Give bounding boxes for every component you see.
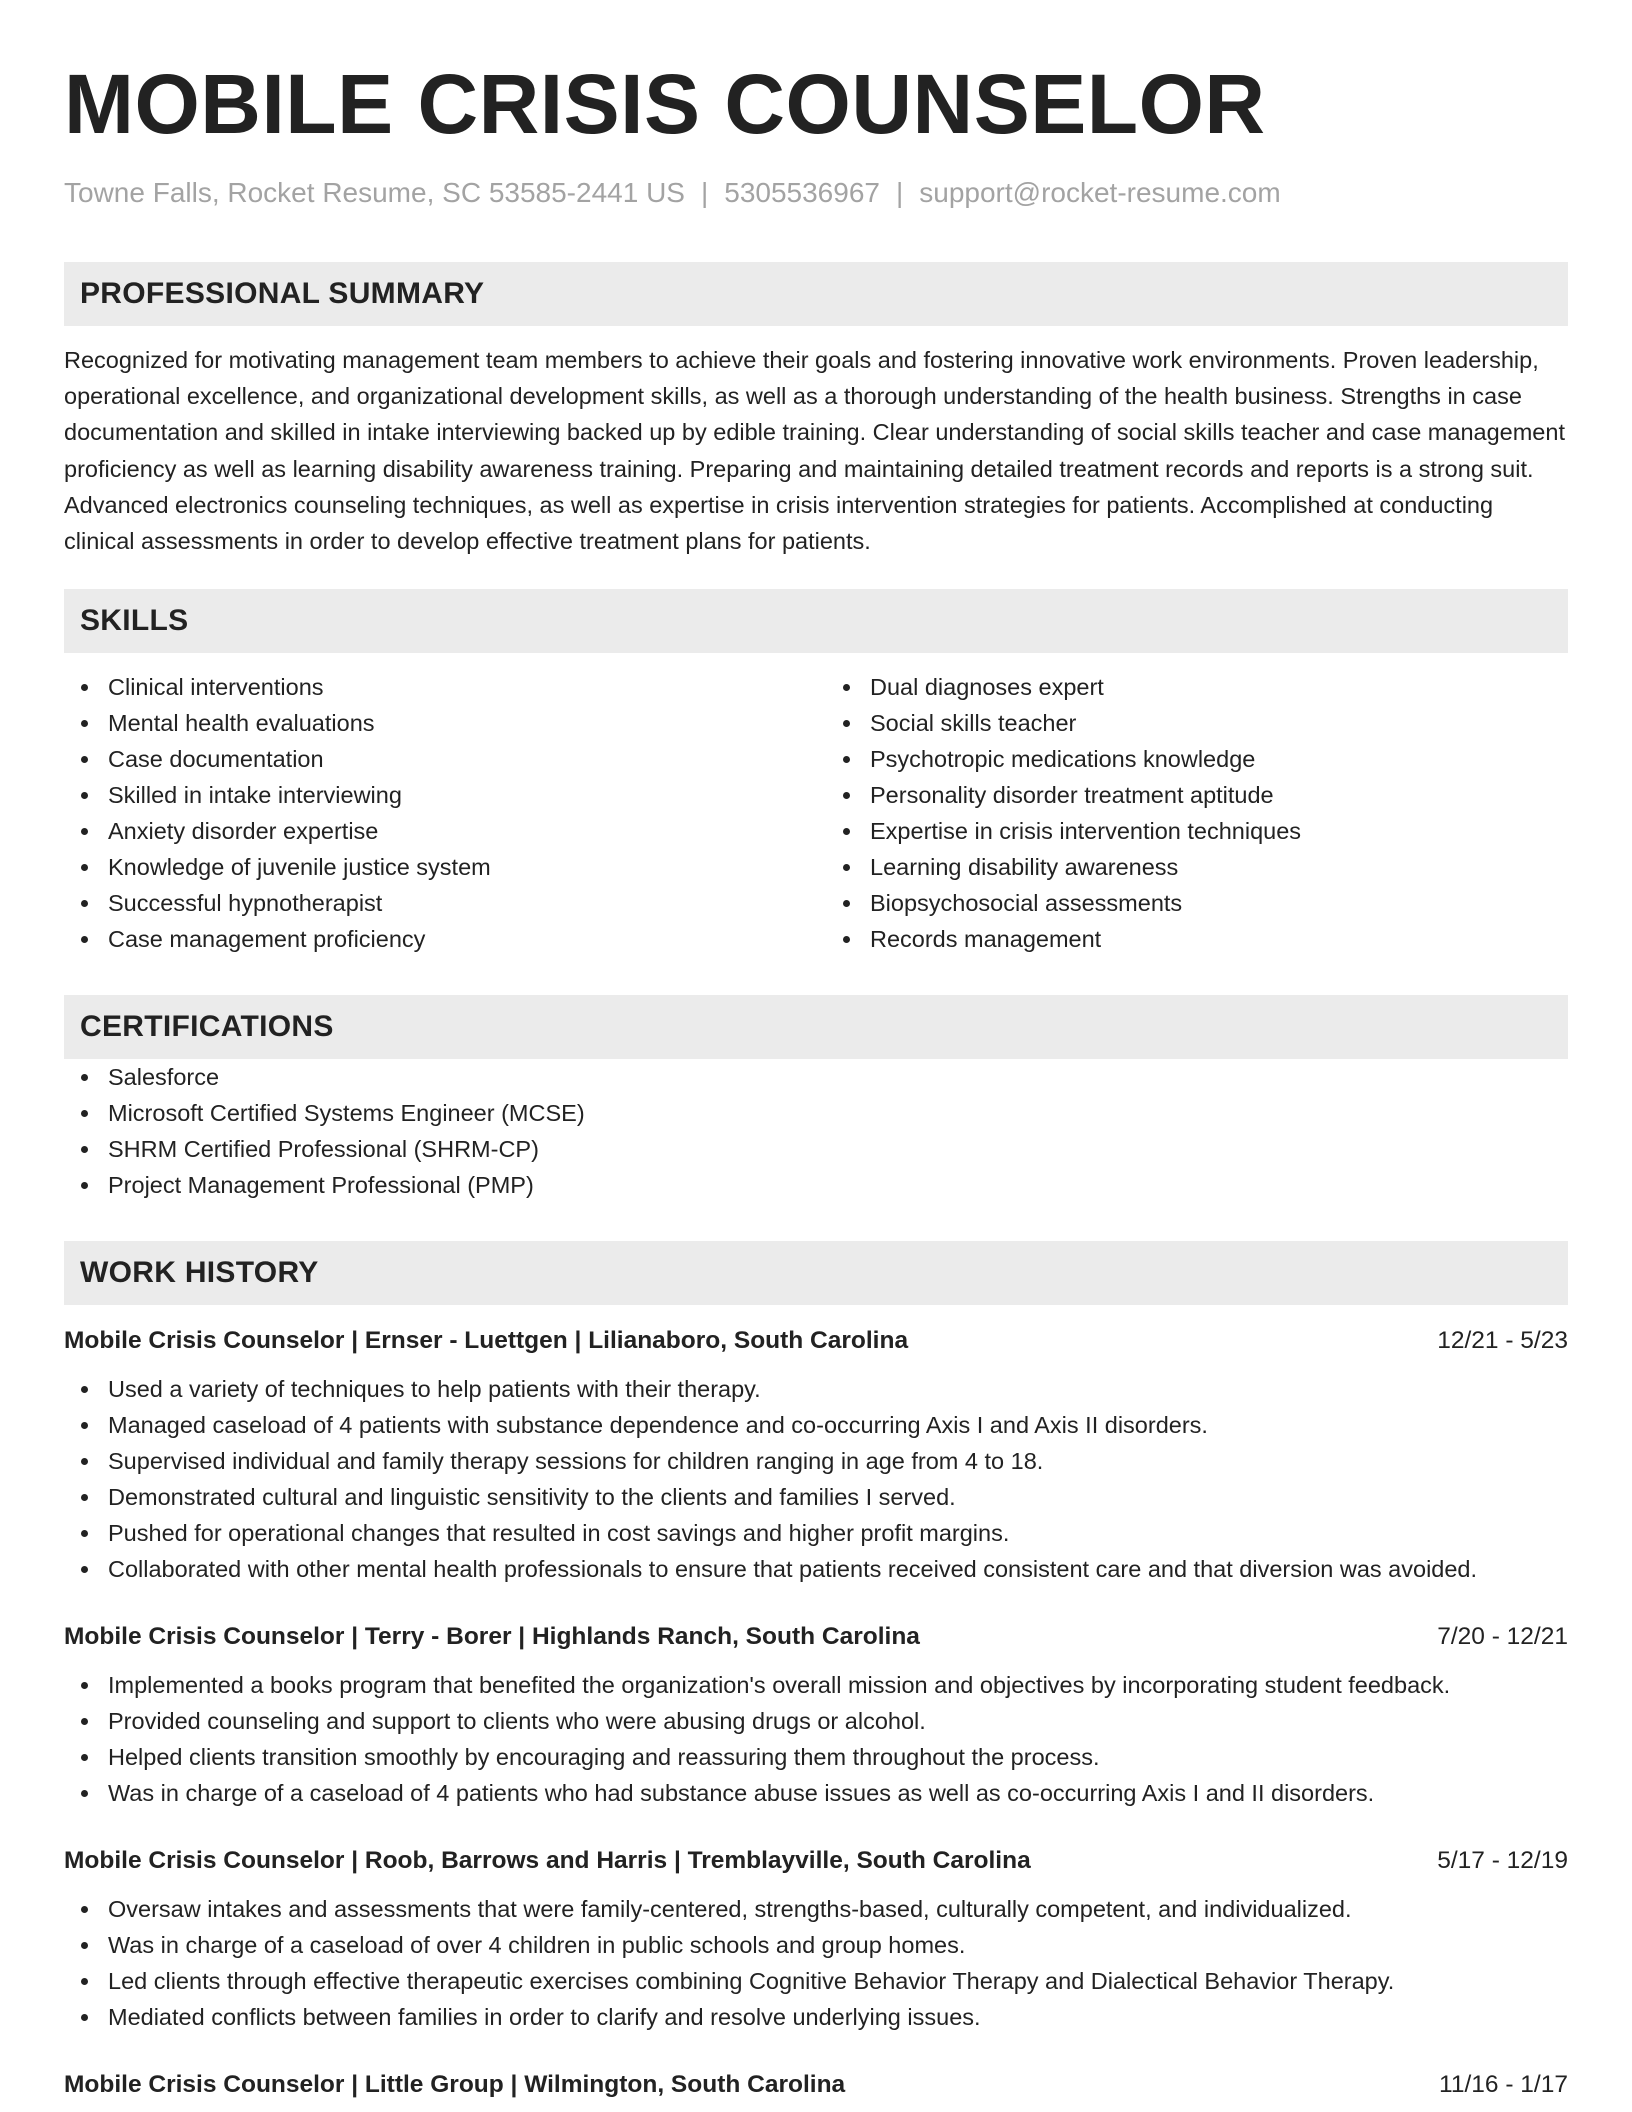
skill-item: Learning disability awareness [826, 849, 1568, 885]
skill-item: Psychotropic medications knowledge [826, 741, 1568, 777]
contact-phone: 5305536967 [724, 177, 880, 208]
job-dates: 7/20 - 12/21 [1437, 1623, 1568, 1651]
job-bullet: Collaborated with other mental health professionals to ensure that patients received consistent care and that diversion was avoided. [64, 1551, 1568, 1587]
contact-separator: | [700, 177, 709, 208]
job-bullet: Was in charge of a caseload of over 4 children in public schools and group homes. [64, 1927, 1568, 1963]
skills-list-right [826, 669, 1568, 957]
job-title: Mobile Crisis Counselor | Terry - Borer | Highlands Ranch, South Carolina [64, 1623, 920, 1651]
job-header [64, 1621, 1568, 1653]
certification-item: Microsoft Certified Systems Engineer (MCSE) [64, 1095, 1568, 1131]
job-bullet: Led clients through effective therapeutic exercises combining Cognitive Behavior Therapy and Dialectical Behavior Therapy. [64, 1963, 1568, 1999]
job-bullet: Provided counseling and support to clients who were abusing drugs or alcohol. [64, 1703, 1568, 1739]
job-bullet: Helped clients transition smoothly by encouraging and reassuring them throughout the process. [64, 1739, 1568, 1775]
contact-email: support@rocket-resume.com [919, 177, 1281, 208]
skill-item: Mental health evaluations [64, 705, 806, 741]
certifications-list [64, 1059, 1568, 1203]
section-heading-certifications: CERTIFICATIONS [64, 995, 1568, 1059]
skill-item: Expertise in crisis intervention techniques [826, 813, 1568, 849]
contact-line [64, 176, 1568, 210]
job-bullet: Managed caseload of 4 patients with substance dependence and co-occurring Axis I and Axis II disorders. [64, 1407, 1568, 1443]
job-header [64, 1325, 1568, 1357]
job-bullets [64, 1891, 1568, 2035]
job-bullet: Was in charge of a caseload of 4 patients who had substance abuse issues as well as co-occurring Axis I and II disorders. [64, 1775, 1568, 1811]
job-bullets [64, 1667, 1568, 1811]
section-heading-work-history: WORK HISTORY [64, 1241, 1568, 1305]
summary-text: Recognized for motivating management team members to achieve their goals and fostering innovative work environments. Proven leadership, operational excellence, and organizational development skills, as well as a thorough understanding of the health business. Strengths in case documentation and skilled in intake interviewing backed up by edible training. Clear understanding of social skills teacher and case management proficiency as well as learning disability awareness training. Preparing and maintaining detailed treatment records and reports is a strong suit. Advanced electronics counseling techniques, as well as expertise in crisis intervention strategies for patients. Accomplished at conducting clinical assessments in order to develop effective treatment plans for patients. [64, 347, 1565, 555]
skill-item: Biopsychosocial assessments [826, 885, 1568, 921]
skills-list-left [64, 669, 806, 957]
job-title: Mobile Crisis Counselor | Roob, Barrows and Harris | Tremblayville, South Carolina [64, 1847, 1031, 1875]
skill-item: Clinical interventions [64, 669, 806, 705]
job-bullet: Implemented a books program that benefited the organization's overall mission and objectives by incorporating student feedback. [64, 1667, 1568, 1703]
job-header [64, 2069, 1568, 2101]
skill-item: Case documentation [64, 741, 806, 777]
job-header [64, 1845, 1568, 1877]
job-dates: 11/16 - 1/17 [1439, 2071, 1568, 2099]
job-title: Mobile Crisis Counselor | Little Group | Wilmington, South Carolina [64, 2071, 846, 2099]
job-bullet: Oversaw intakes and assessments that were family-centered, strengths-based, culturally competent, and individualized. [64, 1891, 1568, 1927]
certification-item: SHRM Certified Professional (SHRM-CP) [64, 1131, 1568, 1167]
contact-address: Towne Falls, Rocket Resume, SC 53585-2441 US [64, 177, 685, 208]
skill-item: Case management proficiency [64, 921, 806, 957]
skill-item: Anxiety disorder expertise [64, 813, 806, 849]
job-bullet: Used a variety of techniques to help patients with their therapy. [64, 1371, 1568, 1407]
skill-item: Personality disorder treatment aptitude [826, 777, 1568, 813]
job-entry [64, 1325, 1568, 1587]
skill-item: Successful hypnotherapist [64, 885, 806, 921]
skill-item: Records management [826, 921, 1568, 957]
job-entry [64, 1845, 1568, 2035]
skill-item: Dual diagnoses expert [826, 669, 1568, 705]
certification-item: Salesforce [64, 1059, 1568, 1095]
certification-item: Project Management Professional (PMP) [64, 1167, 1568, 1203]
job-entry [64, 2069, 1568, 2101]
resume-page [64, 58, 1568, 2101]
section-heading-skills: SKILLS [64, 589, 1568, 653]
section-heading-summary: PROFESSIONAL SUMMARY [64, 262, 1568, 326]
job-bullet: Mediated conflicts between families in order to clarify and resolve underlying issues. [64, 1999, 1568, 2035]
contact-separator: | [895, 177, 904, 208]
job-bullet: Demonstrated cultural and linguistic sensitivity to the clients and families I served. [64, 1479, 1568, 1515]
job-dates: 5/17 - 12/19 [1437, 1847, 1568, 1875]
job-dates: 12/21 - 5/23 [1437, 1327, 1568, 1355]
job-bullet: Pushed for operational changes that resulted in cost savings and higher profit margins. [64, 1515, 1568, 1551]
job-title: Mobile Crisis Counselor | Ernser - Luettgen | Lilianaboro, South Carolina [64, 1327, 909, 1355]
skill-item: Knowledge of juvenile justice system [64, 849, 806, 885]
skill-item: Skilled in intake interviewing [64, 777, 806, 813]
job-entry [64, 1621, 1568, 1811]
job-bullets [64, 1371, 1568, 1587]
skill-item: Social skills teacher [826, 705, 1568, 741]
skills-grid [64, 669, 1568, 957]
job-bullet: Supervised individual and family therapy sessions for children ranging in age from 4 to 18. [64, 1443, 1568, 1479]
candidate-name: MOBILE CRISIS COUNSELOR [64, 57, 1266, 151]
